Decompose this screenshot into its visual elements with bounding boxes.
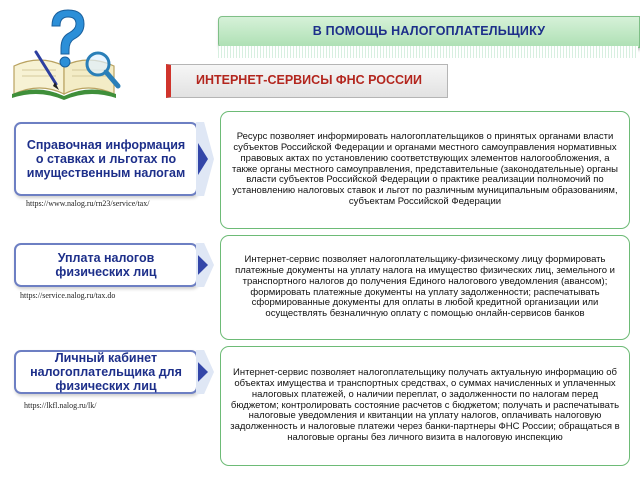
header-banner	[218, 16, 640, 48]
service-title: Уплата налогов физических лиц	[55, 251, 157, 279]
service-link[interactable]: https://lkfl.nalog.ru/lk/	[24, 401, 97, 410]
service-title: Личный кабинет налогоплательщика для физических лиц	[30, 351, 182, 393]
service-box-tax-rates[interactable]	[14, 122, 198, 196]
service-title: Справочная информация о ставках и льготах по имущественным налогам	[26, 138, 186, 180]
description-text: Интернет-сервис позволяет налогоплательщику получать актуальную информацию об объектах имущества и транспортных средствах, о суммах начисленных и уплаченных налоговых платежей, о наличии переплат, о задолженности по налогам перед бюджетом; контролировать состояние расчетов с бюджетом; получать и распечатывать налоговые уведомления и квитанции на уплату налогов, оплачивать налоговую задолженность и налоговые платежи через банки-партнеры ФНС России; обращаться в налоговые органы без личного визита в налоговую инспекцию	[230, 367, 620, 443]
description-panel	[220, 111, 630, 229]
page-title: В ПОМОЩЬ НАЛОГОПЛАТЕЛЬЩИКУ	[312, 24, 546, 38]
service-link[interactable]: https://service.nalog.ru/tax.do	[20, 291, 116, 300]
header-stripes	[218, 46, 638, 58]
description-text: Интернет-сервис позволяет налогоплательщику-физическому лицу формировать платежные документы на уплату налога на имущество физических лиц, земельного и транспортного налогов до получения Единого налогового уведомления (авансом); формировать платежные документы на уплату задолженности; распечатывать сформированные документы для оплаты в любой кредитной организации или осуществлять безналичную оплату с помощью онлайн-сервисов банков	[235, 254, 615, 320]
book-question-icon	[6, 4, 124, 104]
subtitle: ИНТЕРНЕТ-СЕРВИСЫ ФНС РОССИИ	[195, 73, 423, 87]
subtitle-box	[166, 64, 448, 98]
service-box-personal-account[interactable]	[14, 350, 198, 394]
service-box-tax-payment[interactable]	[14, 243, 198, 287]
service-link[interactable]: https://www.nalog.ru/rn23/service/tax/	[26, 199, 150, 208]
description-text: Ресурс позволяет информировать налогоплательщиков о принятых органами власти субъектов Российской Федерации и органами местного самоуправления нормативных правовых актах по установлению соответствующих элементов налогообложения, а также органы местного самоуправления, представительные (законодательные) органы власти субъектов Российской Федерации о практике реализации полномочий по установлению налоговых ставок и льгот по различным муниципальным образованиям, субъектам Российской Федерации	[232, 131, 618, 207]
question-mark-icon	[52, 10, 84, 67]
description-panel	[220, 235, 630, 340]
description-panel	[220, 346, 630, 466]
